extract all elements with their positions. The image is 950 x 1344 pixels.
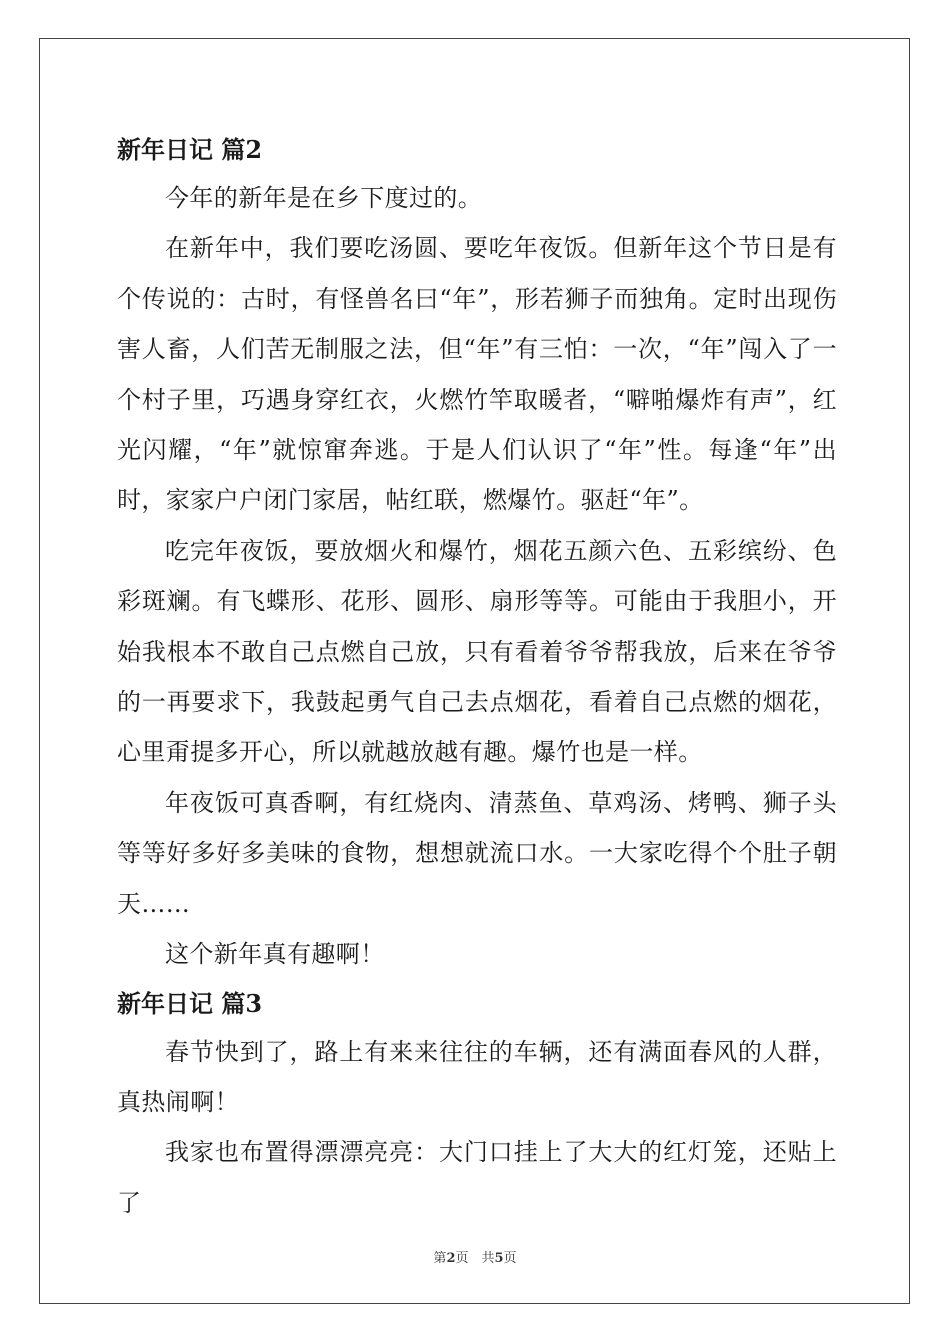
page-number-prefix: 第 [433, 1251, 447, 1266]
total-page-number: 5 [494, 1251, 504, 1266]
paragraph: 年夜饭可真香啊，有红烧肉、清蒸鱼、草鸡汤、烤鸭、狮子头等等好多好多美味的食物，想想就流口水。一大家吃得个个肚子朝天…… [117, 788, 837, 918]
paragraph: 吃完年夜饭，要放烟火和爆竹，烟花五颜六色、五彩缤纷、色彩斑斓。有飞蝶形、花形、圆形、扇形等等。可能由于我胆小，开始我根本不敢自己点燃自己放，只有看着爷爷帮我放，后来在爷爷的一再要求下，我鼓起勇气自己去点烟花，看着自己点燃的烟花，心里甭提多开心，所以就越放越有趣。爆竹也是一样。 [117, 536, 837, 767]
page-number-middle: 页 共 [455, 1251, 495, 1266]
paragraph: 今年的新年是在乡下度过的。 [165, 184, 483, 212]
section-3 [117, 980, 837, 1229]
section-heading: 新年日记 篇2 [117, 135, 263, 164]
section-heading: 新年日记 篇3 [117, 988, 263, 1018]
page-number-suffix: 页 [503, 1251, 517, 1266]
paragraph: 春节快到了，路上有来来往往的车辆，还有满面春风的人群，真热闹啊！ [117, 1037, 837, 1116]
page-footer [0, 1247, 950, 1266]
section-2 [117, 126, 837, 980]
paragraph: 我家也布置得漂漂亮亮：大门口挂上了大大的红灯笼，还贴上了 [117, 1138, 837, 1217]
current-page-number: 2 [446, 1251, 456, 1266]
paragraph: 在新年中，我们要吃汤圆、要吃年夜饭。但新年这个节日是有个传说的：古时，有怪兽名曰“年”，形若狮子而独角。定时出现伤害人畜，人们苦无制服之法，但“年”有三怕：一次，“年”闯入了一个村子里，巧遇身穿红衣，火燃竹竿取暖者，“噼啪爆炸有声”，红光闪耀，“年”就惊窜奔逃。于是人们认识了“年”性。每逢“年”出时，家家户户闭门家居，帖红联，燃爆竹。驱赶“年”。 [117, 234, 837, 515]
paragraph: 这个新年真有趣啊！ [165, 940, 385, 969]
document-body [117, 126, 837, 1228]
